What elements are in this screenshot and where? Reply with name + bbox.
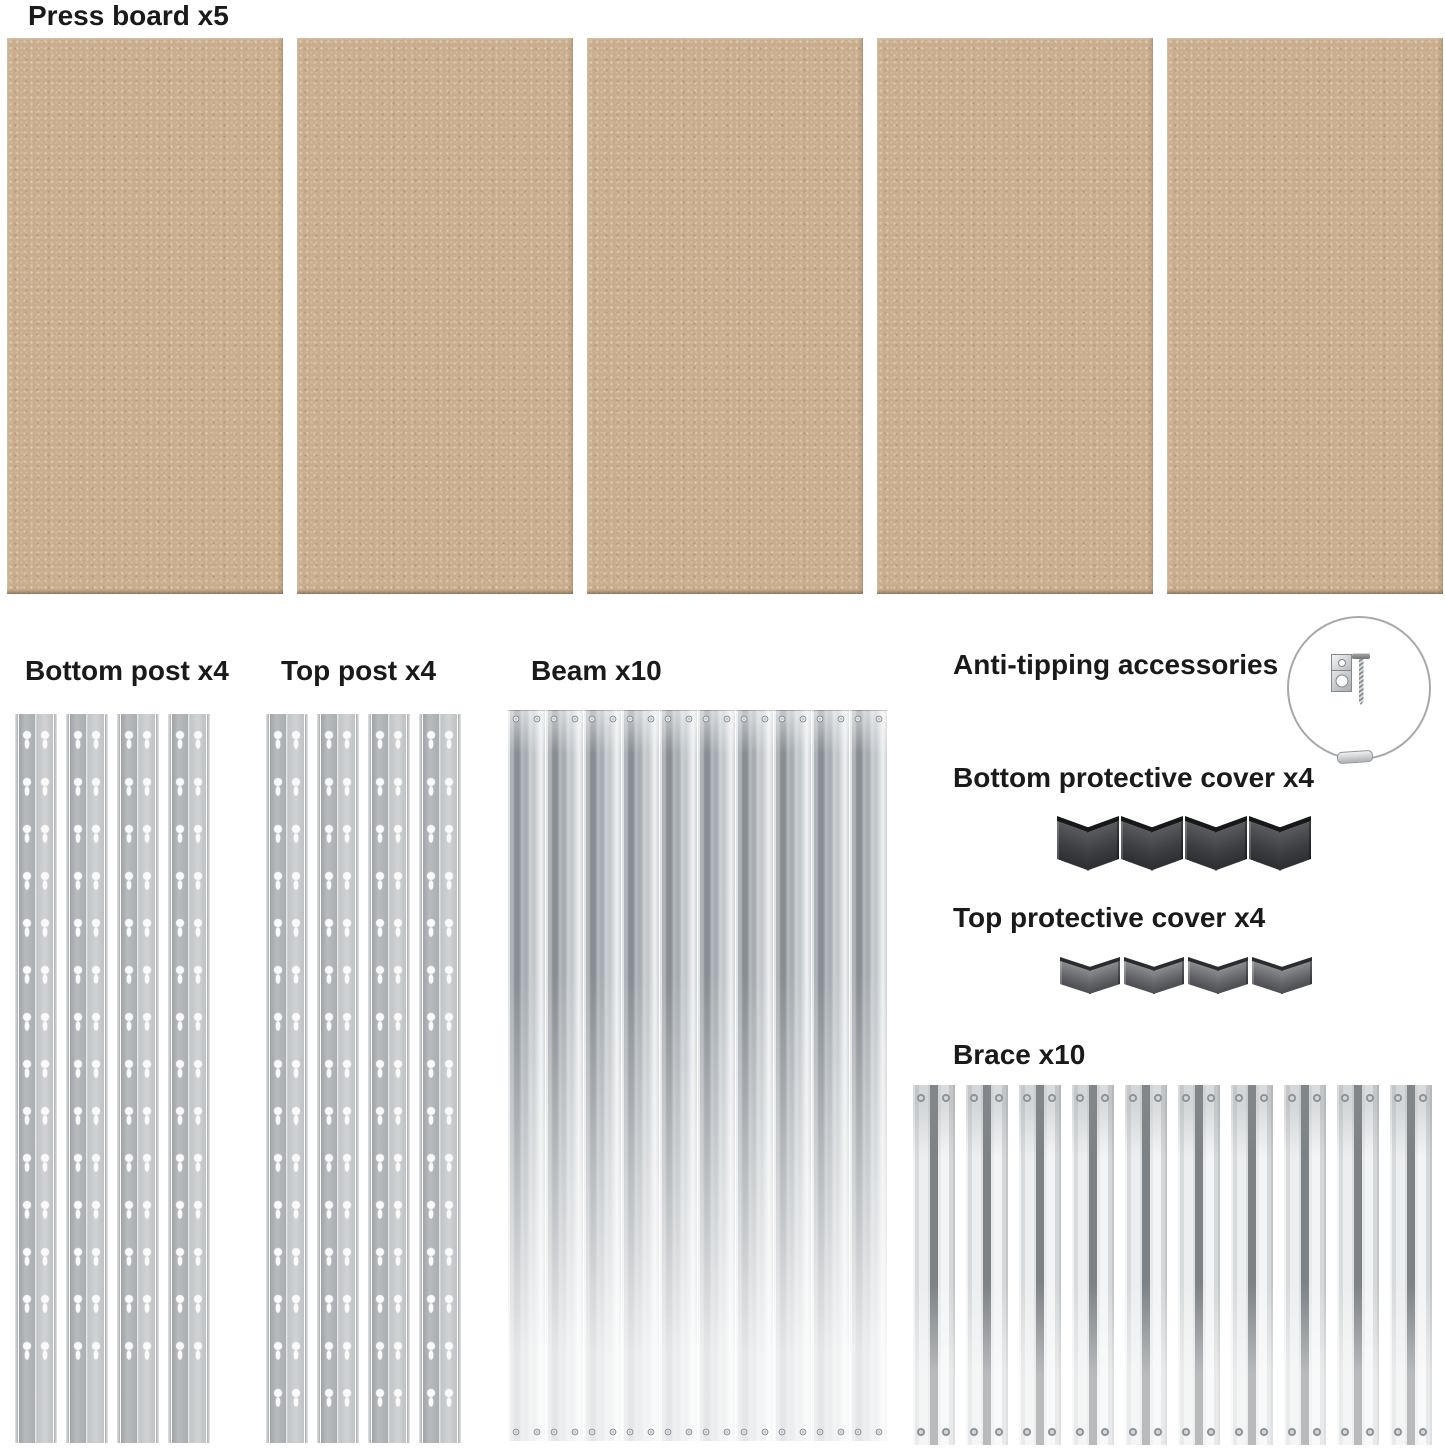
press-board-panel — [297, 38, 573, 594]
post-edge-flange — [305, 714, 308, 1443]
press-board-panel — [587, 38, 863, 594]
bottom-protective-cover — [1121, 816, 1183, 870]
brace — [1231, 1085, 1273, 1445]
bottom-protective-cover — [1249, 816, 1311, 870]
top-protective-cover — [1252, 957, 1312, 997]
keyhole-slots — [139, 726, 155, 1371]
screw-shaft — [1359, 659, 1364, 705]
post-face-right — [139, 714, 155, 1443]
post-face-left — [172, 714, 188, 1443]
keyhole-slots — [121, 726, 137, 1371]
brace-group — [913, 1085, 1432, 1445]
top-protective-cover — [1124, 957, 1184, 997]
keyhole-slots — [270, 726, 286, 1433]
anti-tip-bracket — [1331, 654, 1352, 692]
press-board-row — [7, 38, 1443, 594]
brace — [1125, 1085, 1167, 1445]
top-cover-label: Top protective cover x4 — [953, 902, 1266, 933]
keyhole-slots — [339, 726, 355, 1433]
beam — [622, 710, 659, 1441]
top-post — [266, 714, 308, 1443]
brace-label: Brace x10 — [953, 1039, 1086, 1070]
post-face-right — [190, 714, 206, 1443]
brace — [1284, 1085, 1326, 1445]
brace — [1337, 1085, 1379, 1445]
post-face-left — [270, 714, 286, 1443]
press-board-panel — [7, 38, 283, 594]
brace — [913, 1085, 955, 1445]
bottom-cover-label: Bottom protective cover x4 — [953, 762, 1314, 793]
press-board-panel — [877, 38, 1153, 594]
keyhole-slots — [190, 726, 206, 1371]
keyhole-slots — [172, 726, 188, 1371]
post-face-right — [288, 714, 304, 1443]
bottom-post-group — [15, 714, 210, 1443]
top-protective-cover — [1188, 957, 1248, 997]
post-edge-flange — [156, 714, 159, 1443]
screw-head — [1352, 653, 1370, 659]
keyhole-slots — [19, 726, 35, 1371]
post-edge-flange — [207, 714, 210, 1443]
post-face-right — [441, 714, 457, 1443]
keyhole-slots — [423, 726, 439, 1433]
anti-tip-cable-ferrule — [1337, 750, 1374, 764]
top-protective-cover — [1060, 957, 1120, 997]
bottom-post — [168, 714, 210, 1443]
keyhole-slots — [70, 726, 86, 1371]
beam — [546, 710, 583, 1441]
brace — [1390, 1085, 1432, 1445]
bottom-cover-row — [1057, 816, 1311, 870]
bottom-post-label: Bottom post x4 — [25, 655, 229, 686]
keyhole-slots — [37, 726, 53, 1371]
beam — [812, 710, 849, 1441]
press-board-panel — [1167, 38, 1443, 594]
top-post — [317, 714, 359, 1443]
beam — [508, 710, 545, 1441]
beam — [698, 710, 735, 1441]
brace — [1178, 1085, 1220, 1445]
bottom-protective-cover — [1057, 816, 1119, 870]
post-face-right — [88, 714, 104, 1443]
beam — [850, 710, 887, 1441]
top-post-group — [266, 714, 461, 1443]
post-edge-flange — [356, 714, 359, 1443]
brace — [1072, 1085, 1114, 1445]
beam — [736, 710, 773, 1441]
top-post — [368, 714, 410, 1443]
keyhole-slots — [372, 726, 388, 1433]
beam-label: Beam x10 — [531, 655, 662, 686]
post-face-left — [372, 714, 388, 1443]
brace — [1019, 1085, 1061, 1445]
top-post-label: Top post x4 — [281, 655, 437, 686]
post-edge-flange — [407, 714, 410, 1443]
beam — [584, 710, 621, 1441]
beam — [774, 710, 811, 1441]
keyhole-slots — [441, 726, 457, 1433]
post-face-left — [121, 714, 137, 1443]
bottom-protective-cover — [1185, 816, 1247, 870]
keyhole-slots — [321, 726, 337, 1433]
anti-tipping-label: Anti-tipping accessories — [953, 649, 1279, 680]
top-cover-row — [1060, 957, 1312, 997]
anti-tip-screw — [1352, 653, 1370, 705]
post-face-left — [423, 714, 439, 1443]
bracket-large-hole — [1335, 675, 1348, 688]
post-face-left — [70, 714, 86, 1443]
post-face-left — [321, 714, 337, 1443]
post-edge-flange — [54, 714, 57, 1443]
bottom-post — [66, 714, 108, 1443]
post-face-left — [19, 714, 35, 1443]
bottom-post — [117, 714, 159, 1443]
post-edge-flange — [458, 714, 461, 1443]
top-post — [419, 714, 461, 1443]
post-face-right — [37, 714, 53, 1443]
bottom-post — [15, 714, 57, 1443]
bracket-small-hole — [1338, 659, 1346, 667]
press-board-label: Press board x5 — [28, 0, 229, 31]
post-face-right — [390, 714, 406, 1443]
brace — [966, 1085, 1008, 1445]
post-face-right — [339, 714, 355, 1443]
beam-group — [508, 710, 887, 1441]
post-edge-flange — [105, 714, 108, 1443]
keyhole-slots — [288, 726, 304, 1433]
beam — [660, 710, 697, 1441]
keyhole-slots — [88, 726, 104, 1371]
keyhole-slots — [390, 726, 406, 1433]
